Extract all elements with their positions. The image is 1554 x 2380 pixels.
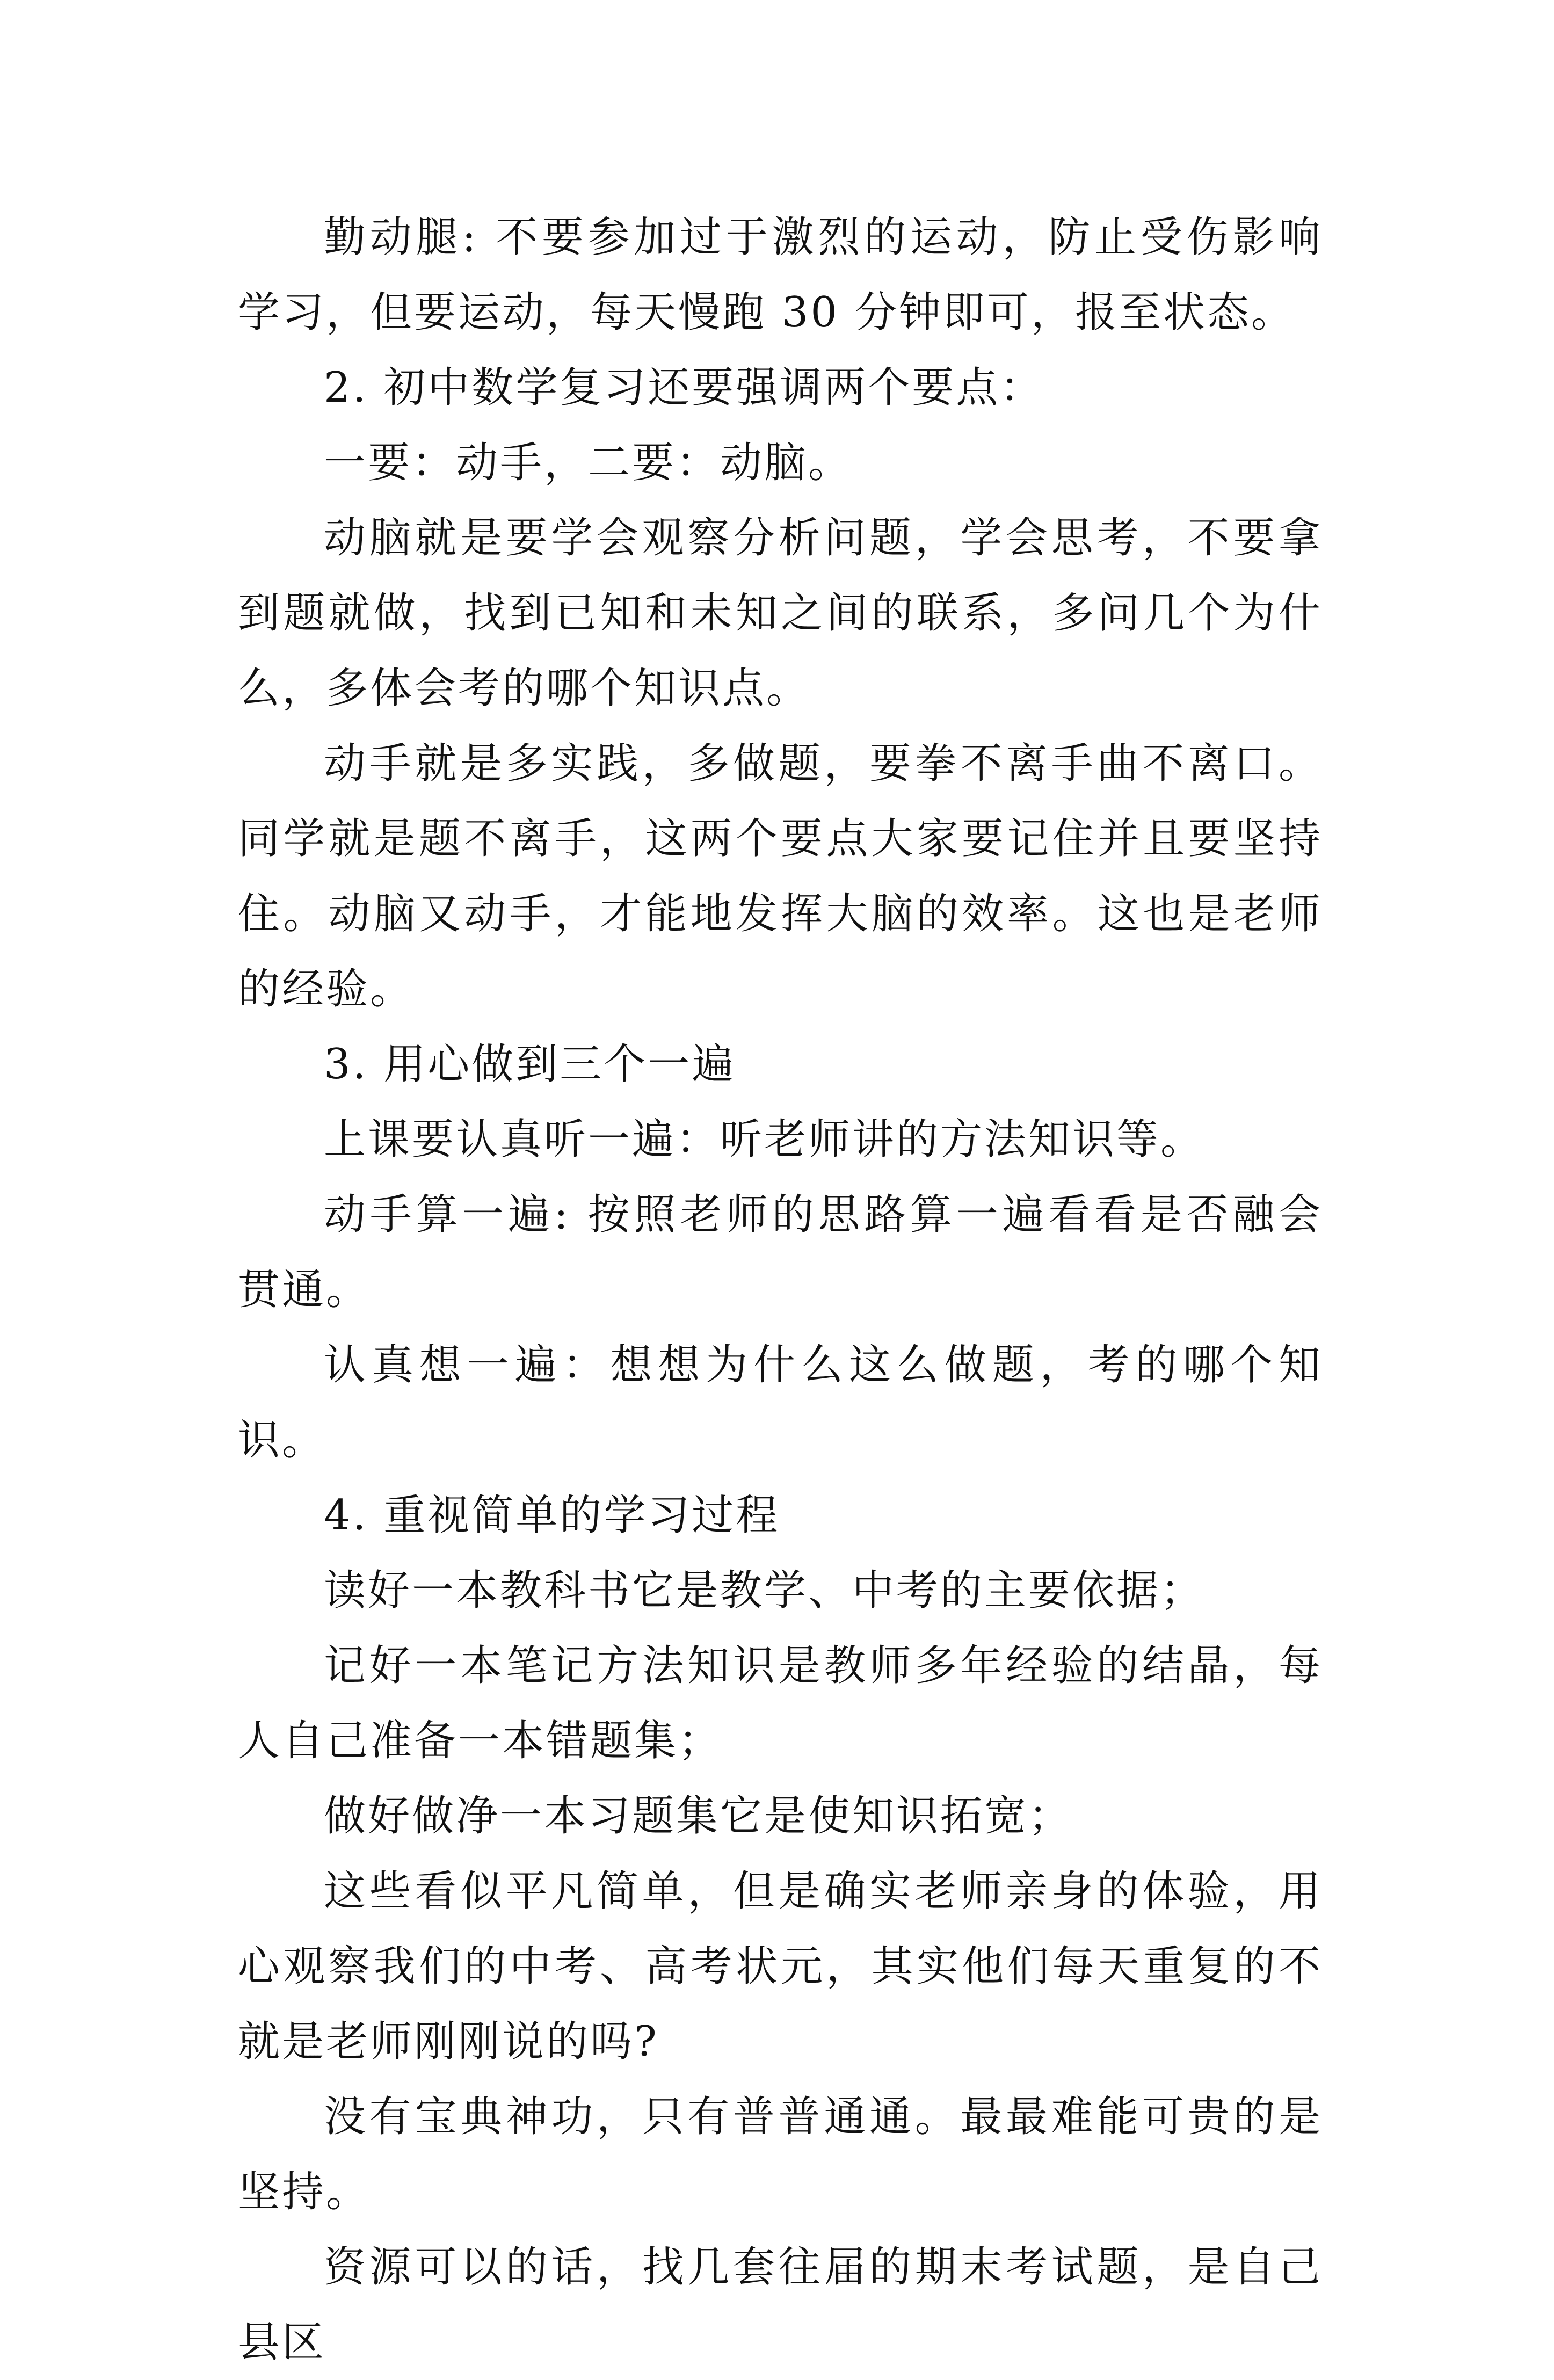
paragraph-exercise: 勤动腿: 不要参加过于激烈的运动，防止受伤影响学习，但要运动，每天慢跑 30 分钟即可，报至状态。 xyxy=(238,213,1323,337)
paragraph-listen-once: 上课要认真听一遍：听老师讲的方法知识等。 xyxy=(324,1115,1205,1164)
heading-three-times: 3. 用心做到三个一遍 xyxy=(324,1040,736,1089)
paragraph-hands-and-brain: 一要：动手，二要：动脑。 xyxy=(324,439,853,487)
paragraph-use-hands: 动手就是多实践，多做题，要拳不离手曲不离口。同学就是题不离手，这两个要点大家要记住并且要坚持住。动脑又动手，才能地发挥大脑的效率。这也是老师的经验。 xyxy=(238,739,1323,1013)
paragraph-persistence: 没有宝典神功，只有普普通通。最最难能可贵的是坚持。 xyxy=(238,2093,1323,2216)
paragraph-think-once: 认真想一遍：想想为什么这么做题，考的哪个知识。 xyxy=(238,1341,1323,1464)
paragraph-exercise-book: 做好做净一本习题集它是使知识拓宽； xyxy=(324,1792,1073,1840)
paragraph-notes: 记好一本笔记方法知识是教师多年经验的结晶，每人自己准备一本错题集； xyxy=(238,1642,1323,1765)
paragraph-use-brain: 动脑就是要学会观察分析问题，学会思考，不要拿到题就做，找到已知和未知之间的联系，多问几个为什么，多体会考的哪个知识点。 xyxy=(238,514,1323,713)
heading-simple-learning-process: 4. 重视简单的学习过程 xyxy=(324,1491,780,1540)
paragraph-calculate-once: 动手算一遍: 按照老师的思路算一遍看看是否融会贯通。 xyxy=(238,1191,1323,1314)
paragraph-experience: 这些看似平凡简单，但是确实老师亲身的体验，用心观察我们的中考、高考状元，其实他们每天重复的不就是老师刚刚说的吗? xyxy=(238,1867,1323,2066)
document-body xyxy=(238,200,1323,2380)
heading-two-key-points: 2. 初中数学复习还要强调两个要点： xyxy=(324,364,1044,412)
paragraph-past-exams: 资源可以的话，找几套往届的期末考试题，是自己县区 xyxy=(238,2243,1323,2367)
paragraph-textbook: 读好一本教科书它是教学、中考的主要依据； xyxy=(324,1566,1205,1615)
